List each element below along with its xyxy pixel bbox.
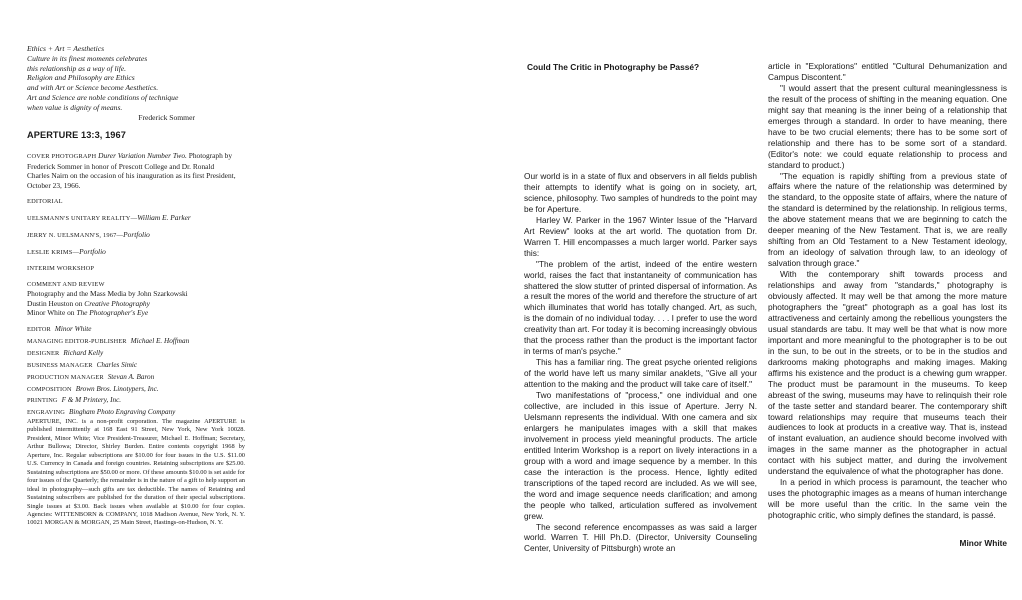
staff-role: COMPOSITION [27,385,72,393]
staff-name: Brown Bros. Linotypers, Inc. [75,384,159,393]
paragraph: Our world is in a state of flux and observers in all fields publish their attempts to identify what is going on in society, art, science, philosophy. Two samples of hundreds to the point may be for Aperture. [524,171,757,214]
contents-item [27,247,237,258]
epigraph [27,44,202,113]
contents-item-author: William E. Parker [137,212,191,222]
epigraph-line: Art and Science are noble conditions of technique [27,92,179,102]
issue-heading: APERTURE 13:3, 1967 [27,130,126,140]
review-line-title: Creative Photography [84,298,150,308]
page-gutter [264,0,510,600]
staff-row [27,324,247,336]
staff-name: Stevan A. Baron [107,372,155,381]
paragraph: With the contemporary shift towards process and relationships and away from "standards," photography is obviously affected. It may well be that among the more mature photographers the "great" photograph as a goal has lost its attractiveness and certainly among the rebellious youngsters the usual standards are tabu. It may well be that what is now more important and more meaningful to the photographer is to be out in the sun, to be out in the streets, or to be in the studios and darkrooms making photographs and making images. Making affirms his existence and the product is a chewing gum wrapper. The product must be paramount in the museums. To keep abreast of the swing, museums may have to relinquish their role of the taste setter and standard bearer. The contemporary shift toward relationships may require that museums teach their audiences to look at products in a creative way. That is, instead of instant evaluation, an audience should become involved with images in the same manner as the photographer in actual contact with his subject matter, and during the involvement understand the equivalence of what the photographer has done. [768,269,1007,477]
paragraph: "I would assert that the present cultural meaninglessness is the result of the process of shifting in the meaning equation. One might say that meaning is the inner being of a relationship that emerges through a standard. In order to have meaning, there have to be two crucial elements; there has to be some sort of relationship and there has to be some sort of a standard. (Editor's note: we could equate relationship to process and standard to product.) [768,82,1007,170]
staff-name: Bingham Photo Engraving Company [68,408,176,417]
review-section [27,280,237,318]
staff-role: ENGRAVING [27,409,65,417]
review-line [27,299,237,309]
staff-name: F & M Printery, Inc. [61,396,122,405]
epigraph-line: Culture in its finest moments celebrates [27,53,148,63]
review-label: COMMENT AND REVIEW [27,280,105,288]
paragraph: "The problem of the artist, indeed of the entire western world, raises the fact that instantaneity of communication has shattered the slow stutter of printed dispersal of information. As a result the mores of the world and therefore the structure of art which illuminates that world has totally changed. Art, as such, is the domain of no individual today. . . . I prefer to use the word creativity than art. For today it is becoming increasingly obvious that the process rather than the product is the important factor in terms of man's psyche." [524,258,757,357]
paragraph: The second reference encompasses as was said a larger world. Warren T. Hill Ph.D. (Director, University Counseling Center, University of Pittsburgh) wrote an [524,521,757,554]
staff-list [27,324,247,419]
contents-item-title: LESLIE KRIMS— [27,248,80,256]
review-line-text: Minor White on [27,308,77,318]
table-of-contents [27,151,237,324]
staff-role: MANAGING EDITOR-PUBLISHER [27,337,127,345]
contents-item-title: JERRY N. UELSMANN'S, 1967— [27,231,124,239]
review-line-text: Photography and the Mass Media by John Szarkowski [27,289,188,299]
review-line [27,308,237,318]
staff-row [27,372,247,384]
epigraph-line: this relationship as a way of life. [27,63,127,73]
cover-title: Durer Variation Number Two. [98,151,187,160]
epigraph-line: Religion and Philosophy are Ethics [27,73,135,83]
right-page [510,0,1022,600]
staff-row [27,348,247,360]
staff-row [27,395,247,407]
staff-role: BUSINESS MANAGER [27,361,93,369]
staff-row [27,384,247,396]
staff-name: Minor White [54,325,92,333]
article-column-2 [768,61,1007,521]
staff-role: DESIGNER [27,349,60,357]
left-page [0,0,265,600]
workshop-label: INTERIM WORKSHOP [27,264,95,272]
cover-credit [27,151,237,190]
staff-role: PRINTING [27,397,58,405]
staff-name: Michael E. Hoffman [130,336,190,345]
article-column-1 [524,171,757,554]
staff-name: Charles Simic [96,360,138,369]
paragraph: Two manifestations of "process," one individual and one collective, are included in this issue of Aperture. Jerry N. Uelsmann represents the individual. With one camera and six enlargers he manipulates images with a skill that makes involvement in process yield meaningful products. The article entitled Interim Workshop is a report on lively interactions in a group with a word and image sequence by a member. In this case the interaction is the process. Hence, lightly edited transcriptions of the taped record are included. As we will see, the word and image sequence needs clarification; and among the people who talked, articulation suffered as involvement grew. [524,390,757,521]
editorial-label: EDITORIAL [27,197,63,205]
contents-item-author: Portfolio [123,229,150,239]
paragraph: This has a familiar ring. The great psyche oriented religions of the world have left us many similar anaklets, "Give all your attention to the making and the product will take care of itself." [524,357,757,390]
staff-row [27,360,247,372]
staff-row [27,336,247,348]
staff-role: EDITOR [27,326,51,333]
staff-name: Richard Kelly [63,348,104,357]
review-line-text: Dustin Heuston on [27,298,85,308]
cover-label: COVER PHOTOGRAPH [27,153,97,160]
author-signature: Minor White [959,538,1007,548]
review-line [27,289,237,299]
contents-item [27,213,237,224]
epigraph-author: Frederick Sommer [138,113,195,122]
contents-item-title: UELSMANN'S UNITARY REALITY— [27,214,138,222]
review-line-title: The Photographer's Eye [76,308,149,318]
paragraph: "The equation is rapidly shifting from a previous state of affairs where the nature of the relationship was determined by the standard, to the opposite state of affairs, where the nature of the standard is determined by the relationship. In religious terms, the above statement means that we are beginning to catch the deeper meaning of the New Testament. That is, we are really shifting from an Old Testament to a New Testament ideology, from an ideology of salvation through law, to an ideology of salvation through grace." [768,170,1007,269]
epigraph-line: Ethics + Art = Aesthetics [27,44,105,53]
article-title: Could The Critic in Photography be Passé? [527,62,700,72]
cover-text: Photograph by Frederick Sommer in honor of Prescott College and Dr. Ronald Charles Nairn on the occasion of his inauguration as its first President, October 23, 1966. [27,151,236,190]
contents-item [27,230,237,241]
contents-item-author: Portfolio [79,246,106,256]
epigraph-line: when value is dignity of means. [27,102,123,112]
paragraph: Harley W. Parker in the 1967 Winter Issue of the "Harvard Art Review" looks at the art world. The quotation from Dr. Warren T. Hill encompasses a much larger world. Parker says this: [524,214,757,258]
paragraph: In a period in which process is paramount, the teacher who uses the photographic images as a means of human interchange will be more useful than the critic. In the same vein the photographic critic, who simply defines the standard, is passé. [768,477,1007,521]
epigraph-line: and with Art or Science become Aesthetics. [27,83,159,93]
staff-role: PRODUCTION MANAGER [27,373,104,381]
colophon: APERTURE, INC. is a non-profit corporation. The magazine APERTURE is published intermittently at 168 East 91 Street, New York, New York 10028. President, Minor White; Vice President-Treasurer, Michael E. Hoffman; Secretary, Arthur Bullowa; Director, Shirley Burden. Entire contents copyright 1968 by Aperture, Inc. Regular subscriptions are $10.00 for four issues in the U.S. $11.00 U.S. Currency in Canada and foreign countries. Retaining subscriptions are $25.00. Sustaining subscriptions are $50.00 or more. Of these amounts $10.00 is set aside for four issues of the Quarterly; the remainder is in the nature of a gift to help support an ideal in photography—such gifts are tax deductible. The names of Retaining and Sustaining subscribers are published for the duration of their special subscriptions. Single issues at $3.00. Back issues when available at $10.00 for four copies. Agencies: WITTENBORN & COMPANY, 1018 Madison Avenue, New York, N. Y. 10021 MORGAN & MORGAN, 25 Main Street, Hastings-on-Hudson, N. Y. [27,418,245,527]
paragraph: article in "Explorations" entitled "Cultural Dehumanization and Campus Discontent." [768,61,1007,82]
